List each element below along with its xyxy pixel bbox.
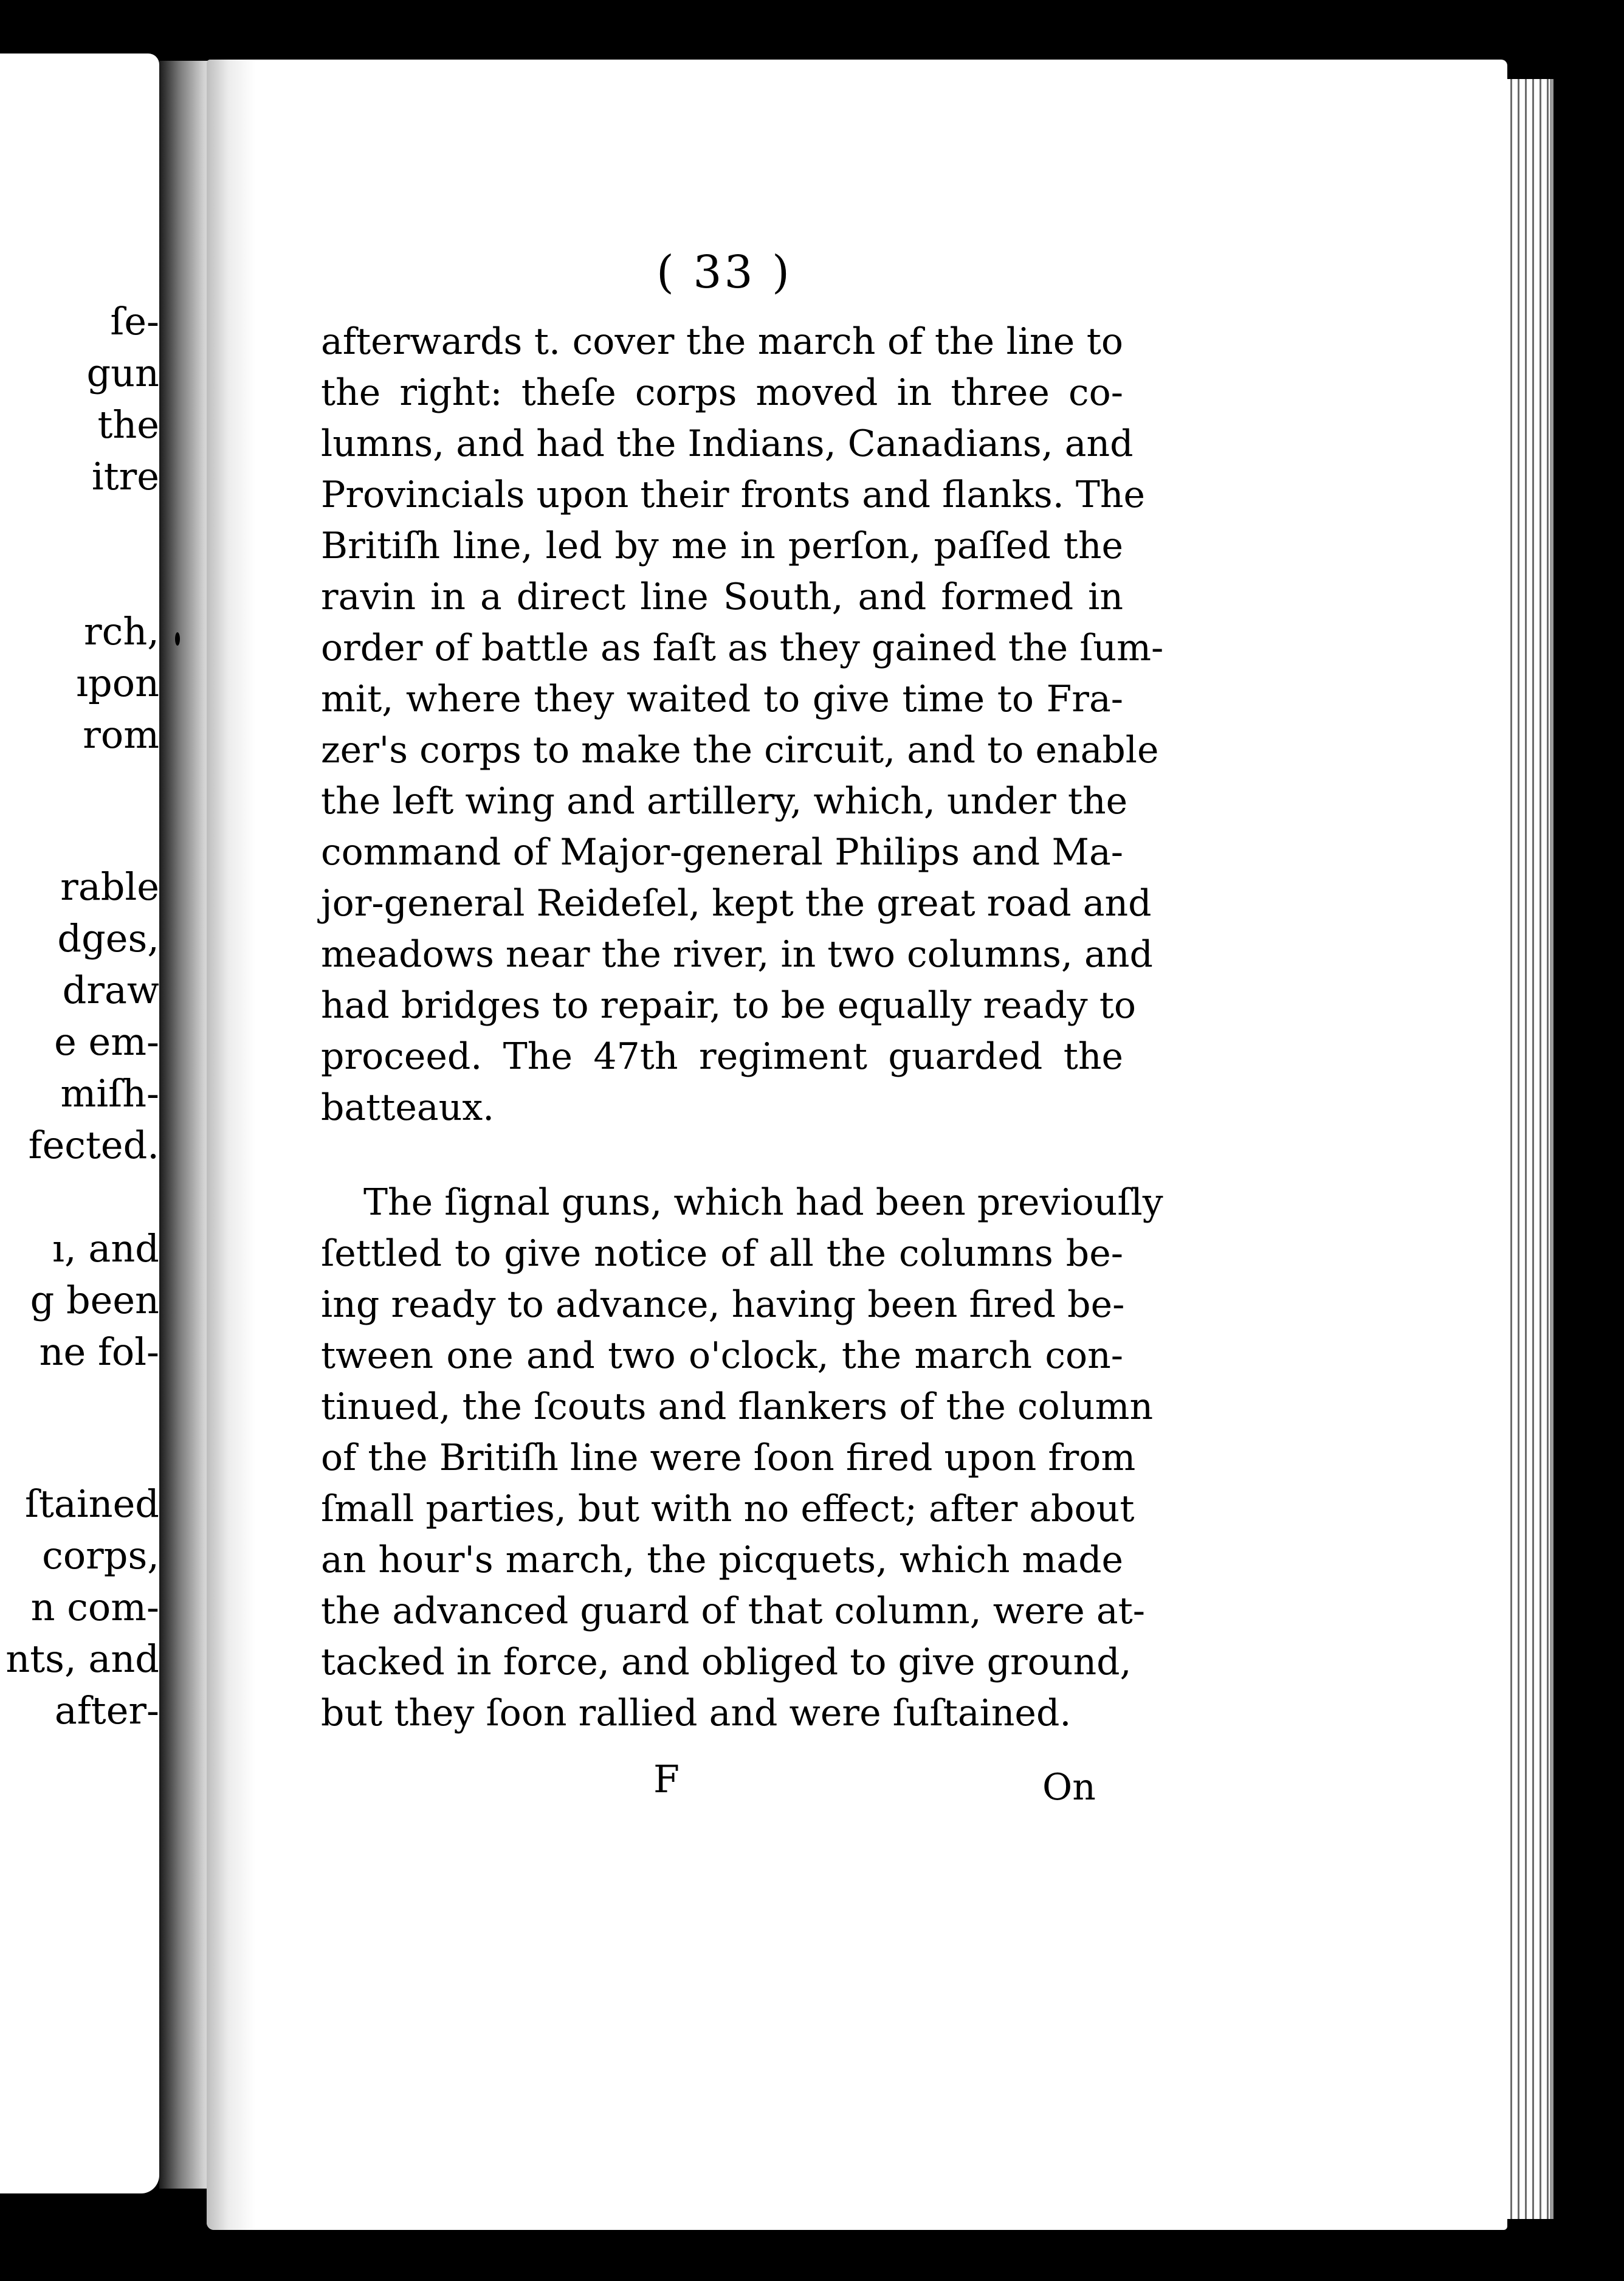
left-facing-page <box>0 53 159 2193</box>
left-fragment: corps, <box>42 1533 159 1578</box>
left-fragment: ſtained <box>25 1482 159 1526</box>
text-line: tinued, the ſcouts and flankers of the column <box>321 1386 1154 1428</box>
text-line: ravin in a direct line South, and formed in <box>321 576 1123 618</box>
text-line: tacked in force, and obliged to give ground, <box>321 1641 1132 1683</box>
text-line: zer's corps to make the circuit, and to enable <box>321 729 1159 771</box>
text-line: Provincials upon their fronts and flanks. The <box>321 474 1146 516</box>
text-line: tween one and two o'clock, the march con- <box>321 1334 1123 1377</box>
left-fragment: nts, and <box>5 1637 159 1681</box>
text-line: ing ready to advance, having been fired be- <box>321 1283 1125 1326</box>
text-line: the right: theſe corps moved in three co- <box>321 371 1123 414</box>
left-fragment: the <box>97 402 159 447</box>
left-fragment: e em- <box>54 1020 159 1064</box>
left-fragment: ne fol- <box>39 1330 159 1374</box>
text-line: an hour's march, the picquets, which made <box>321 1539 1123 1581</box>
left-fragment: ſe- <box>110 299 159 343</box>
left-fragment: ıpon <box>76 661 159 705</box>
left-fragment: ı, and <box>52 1226 159 1271</box>
left-fragment: dges, <box>57 916 159 961</box>
left-fragment: draw <box>62 968 159 1012</box>
text-line: mit, where they waited to give time to Fra- <box>321 678 1123 720</box>
left-fragment: after- <box>54 1688 159 1733</box>
paragraph-1 <box>321 316 1164 1133</box>
text-line: jor-general Reideſel, kept the great road and <box>321 882 1152 925</box>
binding-shadow <box>207 60 255 2230</box>
left-fragment: itre <box>91 454 159 499</box>
text-line: meadows near the river, in two columns, and <box>321 933 1153 976</box>
text-line: lumns, and had the Indians, Canadians, and <box>321 423 1134 465</box>
left-fragment: miſh- <box>60 1071 159 1116</box>
scan-speck <box>338 5 346 13</box>
text-line: the left wing and artillery, which, under the <box>321 780 1128 823</box>
page-number: ( 33 ) <box>656 246 792 298</box>
left-page-text-fragments <box>0 53 159 2193</box>
left-fragment: rom <box>83 713 159 757</box>
left-fragment: fected. <box>28 1123 159 1167</box>
text-line: of the Britiſh line were ſoon fired upon from <box>321 1437 1136 1479</box>
text-line: Britiſh line, led by me in perſon, paſſed the <box>321 525 1123 567</box>
text-line: The ſignal guns, which had been previouſly <box>363 1181 1163 1224</box>
text-line: ſmall parties, but with no effect; after about <box>321 1488 1135 1530</box>
left-fragment: gun <box>86 351 159 395</box>
left-fragment: rch, <box>84 609 159 654</box>
paragraph-spacer <box>321 1133 1123 1177</box>
text-line: but they ſoon rallied and were ſuſtained. <box>321 1692 1072 1734</box>
text-line: batteaux. <box>321 1086 495 1129</box>
left-fragment: n com- <box>30 1585 159 1629</box>
signature-mark: F <box>653 1757 680 1801</box>
text-line: the advanced guard of that column, were at- <box>321 1590 1146 1632</box>
catchword: On <box>1042 1766 1096 1809</box>
text-line: proceed. The 47th regiment guarded the <box>321 1035 1123 1078</box>
text-line: had bridges to repair, to be equally ready to <box>321 984 1137 1027</box>
left-fragment: g been <box>30 1278 159 1322</box>
body-text <box>321 316 1164 1739</box>
left-fragment: rable <box>60 864 159 909</box>
text-line: ſettled to give notice of all the columns be- <box>321 1232 1123 1275</box>
text-line: afterwards t. cover the march of the line to <box>321 320 1123 363</box>
text-line: command of Major-general Philips and Ma- <box>321 831 1123 874</box>
text-line: order of battle as faſt as they gained the ſum- <box>321 627 1164 669</box>
scan-speck <box>175 632 180 646</box>
paragraph-2 <box>321 1177 1163 1739</box>
